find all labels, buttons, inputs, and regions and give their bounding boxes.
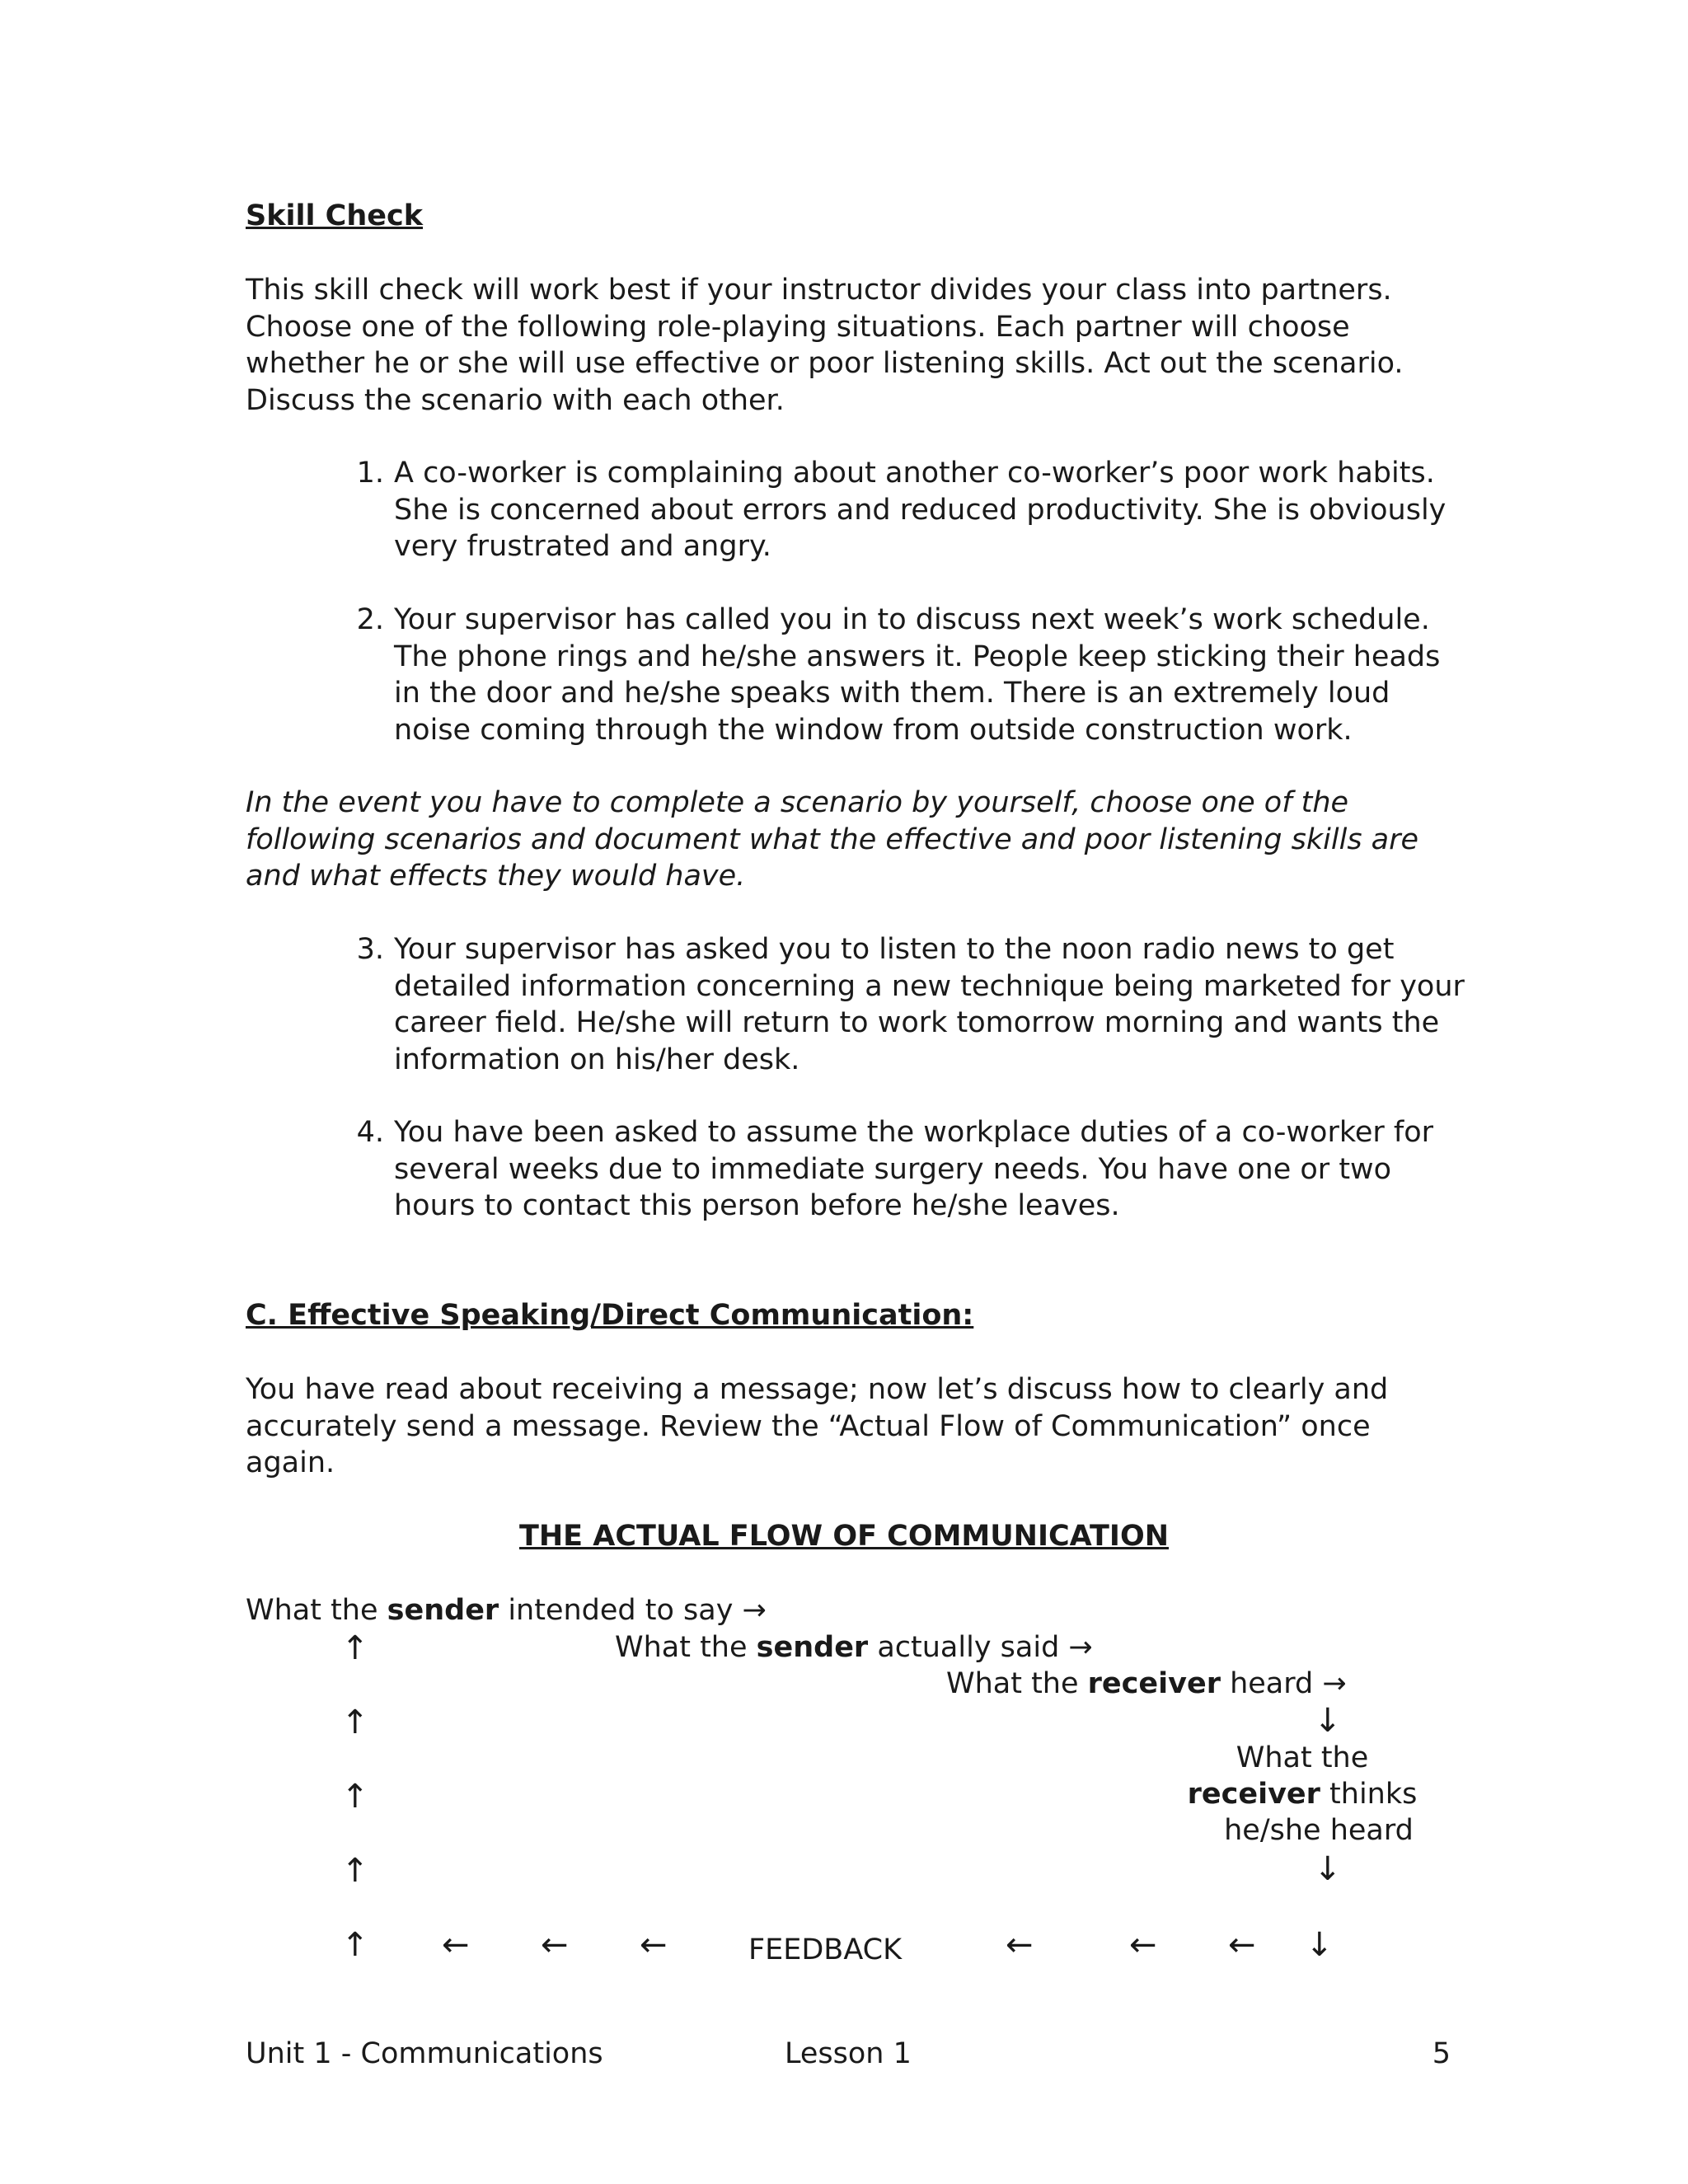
list-item-number: 2.: [356, 603, 384, 636]
up-arrow-icon: ↑: [341, 1926, 369, 1964]
list-item-number: 3.: [356, 933, 384, 966]
flow-step-receiver-thinks-line2: receiver thinks: [1187, 1778, 1418, 1811]
flow-step-receiver-heard: What the receiver heard →: [946, 1667, 1347, 1700]
list-item-number: 1.: [356, 457, 384, 490]
self-scenario-note: In the event you have to complete a scenario by yourself, choose one of the following scenarios and document what the effective and poor listening skills are and what effects they would have.: [246, 786, 1419, 893]
list-item-number: 4.: [356, 1116, 384, 1149]
footer-unit: Unit 1 - Communications: [246, 2037, 603, 2070]
skill-check-heading: Skill Check: [246, 199, 424, 232]
left-arrow-icon: ←: [1228, 1926, 1256, 1964]
left-arrow-icon: ←: [541, 1926, 569, 1964]
list-item-text: You have been asked to assume the workplace duties of a co-worker for several weeks due to immediate surgery needs. You have one or two hours to contact this person before he/she leaves.: [394, 1116, 1434, 1222]
up-arrow-icon: ↑: [341, 1852, 369, 1890]
up-arrow-icon: ↑: [341, 1704, 369, 1741]
flow-step-sender-intended: What the sender intended to say →: [246, 1594, 767, 1627]
down-arrow-icon: ↓: [1314, 1702, 1342, 1740]
section-c-text: You have read about receiving a message; now let’s discuss how to clearly and accurately send a message. Review the “Actual Flow of Communication” once again.: [246, 1373, 1389, 1479]
list-item-text: A co-worker is complaining about another co-worker’s poor work habits. She is concerned about errors and reduced productivity. She is obviously very frustrated and angry.: [394, 457, 1447, 563]
skill-check-intro: This skill check will work best if your instructor divides your class into partners. Choose one of the following role-playing situations. Each partner will choose whether he or she will use effective or poor listening skills. Act out the scenario. Discuss the scenario with each other.: [246, 274, 1404, 417]
flow-title: THE ACTUAL FLOW OF COMMUNICATION: [518, 1520, 1169, 1553]
left-arrow-icon: ←: [1129, 1926, 1157, 1964]
list-item-text: Your supervisor has asked you to listen to the noon radio news to get detailed information concerning a new technique being marketed for your career field. He/she will return to work tomorrow morning and wants the information on his/her desk.: [394, 933, 1465, 1076]
list-item-text: Your supervisor has called you in to discuss next week’s work schedule. The phone rings and he/she answers it. People keep sticking their heads in the door and he/she speaks with them. There is an extremely loud noise coming through the window from outside construction work.: [394, 603, 1441, 747]
flow-step-receiver-thinks-line3: he/she heard: [1224, 1814, 1414, 1847]
footer-page-number: 5: [1432, 2037, 1451, 2070]
left-arrow-icon: ←: [442, 1926, 470, 1964]
up-arrow-icon: ↑: [341, 1629, 369, 1667]
left-arrow-icon: ←: [640, 1926, 668, 1964]
section-c-heading: C. Effective Speaking/Direct Communication:: [246, 1299, 974, 1332]
up-arrow-icon: ↑: [341, 1778, 369, 1816]
left-arrow-icon: ←: [1006, 1926, 1034, 1964]
feedback-label: FEEDBACK: [748, 1933, 903, 1966]
flow-step-sender-said: What the sender actually said →: [615, 1631, 1093, 1664]
down-arrow-icon: ↓: [1306, 1926, 1334, 1964]
footer-lesson: Lesson 1: [785, 2037, 912, 2070]
flow-step-receiver-thinks-line1: What the: [1236, 1741, 1369, 1774]
down-arrow-icon: ↓: [1314, 1850, 1342, 1888]
